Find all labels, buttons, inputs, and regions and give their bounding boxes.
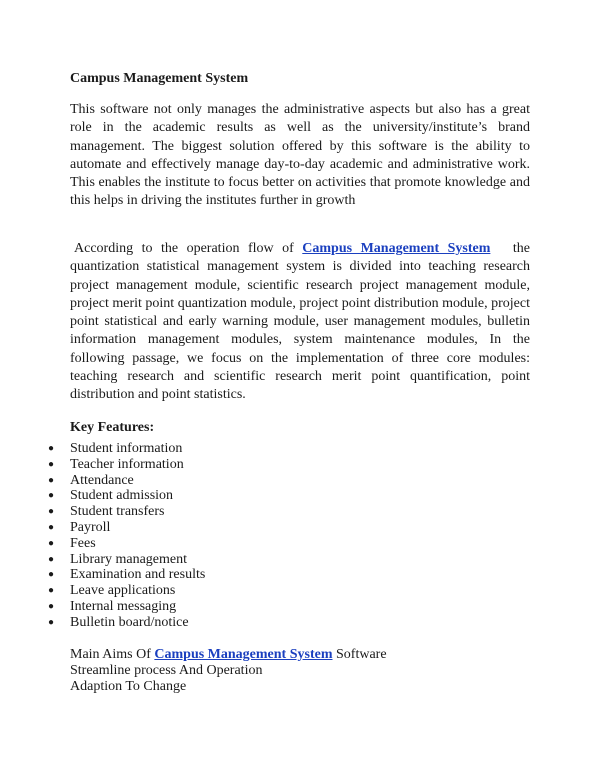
bullet-icon: ● (48, 474, 55, 486)
feature-label: Teacher information (70, 456, 184, 472)
feature-list-item (0, 441, 205, 457)
feature-label: Payroll (70, 519, 111, 535)
page-title: Campus Management System (70, 71, 249, 86)
feature-list-item (0, 583, 205, 599)
main-aims-campus-link[interactable]: Campus Management System (154, 647, 333, 662)
campus-management-system-link[interactable]: Campus Management System (302, 241, 491, 256)
operation-flow-suffix: the quantization statistical management system is divided into teaching research project management module, scientific research project management module, project merit point quantization module, project point distribution module, project point statistical and early warning module, user management modules, bulletin information management modules, system maintenance modules, In the following passage, we focus on the implementation of three core modules: teaching research and scientific research merit point quantification, point distribution and point statistics. (70, 241, 530, 403)
feature-label: Leave applications (70, 583, 176, 599)
feature-list-item (0, 504, 205, 520)
bullet-icon: ● (48, 585, 55, 597)
feature-label: Attendance (70, 472, 134, 488)
feature-label: Bulletin board/notice (70, 614, 189, 630)
aim-adaption: Adaption To Change (70, 679, 187, 694)
bullet-icon: ● (48, 506, 55, 518)
feature-label: Student information (70, 441, 183, 456)
feature-list-item (0, 473, 205, 489)
feature-label: Examination and results (70, 567, 206, 583)
feature-list-item (0, 536, 205, 552)
feature-list-item (0, 488, 205, 504)
key-features-list (0, 441, 205, 631)
feature-label: Internal messaging (70, 598, 177, 614)
operation-flow-paragraph (70, 240, 530, 405)
feature-label: Student admission (70, 488, 174, 504)
bullet-icon: ● (48, 600, 55, 612)
main-aims-suffix: Software (332, 647, 387, 662)
feature-label: Student transfers (70, 504, 165, 520)
main-aims-prefix: Main Aims Of (70, 647, 155, 662)
operation-flow-prefix: According to the operation flow of (74, 241, 303, 256)
bullet-icon: ● (48, 537, 55, 549)
feature-list-item (0, 457, 205, 473)
feature-list-item (0, 599, 205, 615)
bullet-icon: ● (48, 443, 55, 454)
main-aims-section (70, 647, 387, 695)
aim-streamline: Streamline process And Operation (70, 663, 263, 678)
bullet-icon: ● (48, 553, 55, 565)
feature-list-item (0, 552, 205, 568)
feature-label: Library management (70, 551, 188, 567)
bullet-icon: ● (48, 569, 55, 581)
bullet-icon: ● (48, 490, 55, 502)
feature-list-item (0, 615, 205, 631)
feature-list-item (0, 520, 205, 536)
bullet-icon: ● (48, 521, 55, 533)
bullet-icon: ● (48, 616, 55, 628)
intro-paragraph: This software not only manages the administrative aspects but also has a great role in the academic results as well as the university/institute’s brand management. The biggest solution offered by this software is the ability to automate and effectively manage day-to-day academic and administrative work. This enables the institute to focus better on activities that promote knowledge and this helps in driving the institutes further in growth (70, 102, 530, 209)
main-aims-line (70, 647, 387, 663)
key-features-heading: Key Features: (70, 420, 155, 435)
feature-label: Fees (70, 535, 96, 551)
bullet-icon: ● (48, 458, 55, 470)
feature-list-item (0, 567, 205, 583)
